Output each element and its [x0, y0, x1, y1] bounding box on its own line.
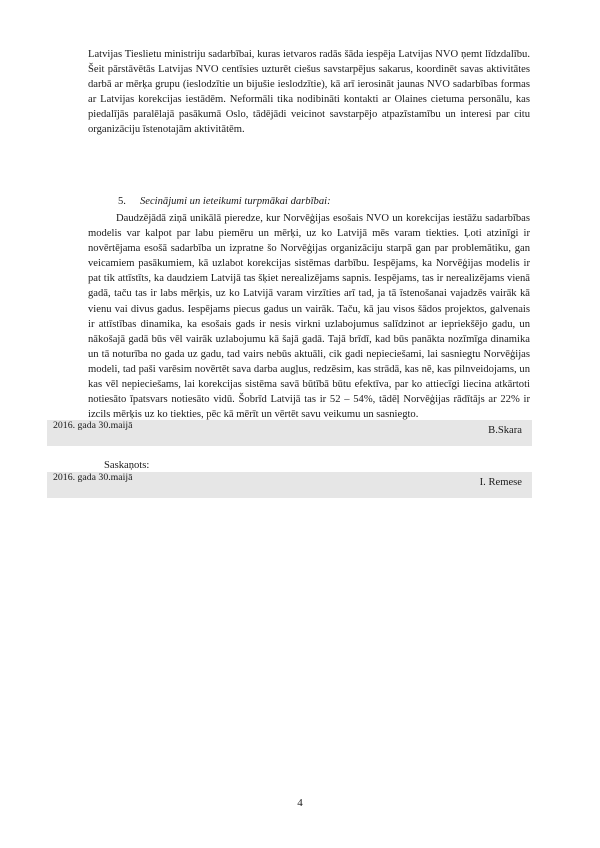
section-number: 5.	[118, 196, 126, 207]
signature-name: I. Remese	[479, 477, 522, 488]
signature-date: 2016. gada 30.maijā	[53, 472, 133, 483]
section-title: Secinājumi un ieteikumi turpmākai darbībai:	[139, 196, 331, 207]
signature-date: 2016. gada 30.maijā	[53, 420, 133, 431]
signature-block-skara	[47, 420, 532, 446]
agreed-label: Saskaņots:	[104, 460, 150, 471]
conclusion-paragraph: Daudzējādā ziņā unikālā pieredze, kur Norvēģijas esošais NVO un korekcijas iestāžu sadarbības modelis var kalpot par labu piemēru un mērķi, uz ko Latvijā mēs varam tiekties. Ļoti atzinīgi ir novērtējama esošā sadarbība un izpratne šo Norvēģijas organizāciju starpā gan par problemātiku, gan veicamiem pasākumiem, kā uzlabot korekcijas sistēmas darbību. Iespējams, ka Norvēģijas modelis ir pat tik attīstīts, ka daudziem Latvijā tas šķiet nerealizējams sapnis. Iespējams, tas ir nerealizējams vienā gadā, taču tas ir labs mērķis, uz ko Latvijā varam virzīties arī tad, ja tā īstenošanai vajadzēs vairāk kā vienu vai divus gadus. Iespējams piecus gadus un vairāk. Taču, kā jau visos šādos projektos, galvenais ir attīstības dinamika, ka esošais gads ir nesis virkni uzlabojumus salīdzinot ar iepriekšējo gadu, un nākošajā gadā būs vēl vairāk uzlabojumu kā šajā gadā. Tajā brīdī, kad būs panākta nozīmīga dinamika un tā noturība no gada uz gadu, tad vairs nebūs aktuāli, cik gadi nepieciešami, lai sasniegtu Norvēģijas modeli, tad paši varēsim novērtēt sava darba augļus, redzēsim, kas strādā, kas nē, kas pilnveidojams, un kas vēl nepieciešams, lai korekcijas sistēma savā būtībā būtu efektīva, par ko attiecīgi liecina atkārtoti notiesāto īpatsvars notiesāto vidū. Šobrīd Latvijā tas ir 52 – 54%, tādēļ Norvēģijas rādītājs ar 22% ir izcils mērķis uz ko tiekties, pēc kā mērīt un vērtēt savu veikumu un sasniegto.	[88, 213, 530, 421]
signature-block-remese	[47, 472, 532, 498]
signature-name: B.Skara	[488, 425, 522, 436]
page-number: 4	[297, 797, 303, 809]
intro-paragraph: Latvijas Tieslietu ministriju sadarbībai, kuras ietvaros radās šāda iespēja Latvijas NVO ņemt līdzdalību. Šeit pārstāvētās Latvijas NVO centīsies uzturēt ciešus savstarpējus sakarus, koordinēt savas aktivitātes darbā ar mērķa grupu (ieslodzītie un bijušie ieslodzītie), kā arī ierosināt jaunas NVO sadarbības formas ar Latvijas korekcijas iestādēm. Neformāli tika nodibināti kontakti ar Olaines cietuma personālu, kas piedalījās paralēlajā pasākumā Oslo, tādējādi veicinot savstarpējo atpazīstamību un interesi par citu organizāciju īstenotajām aktivitātēm.	[88, 49, 530, 136]
section-heading	[118, 196, 331, 207]
